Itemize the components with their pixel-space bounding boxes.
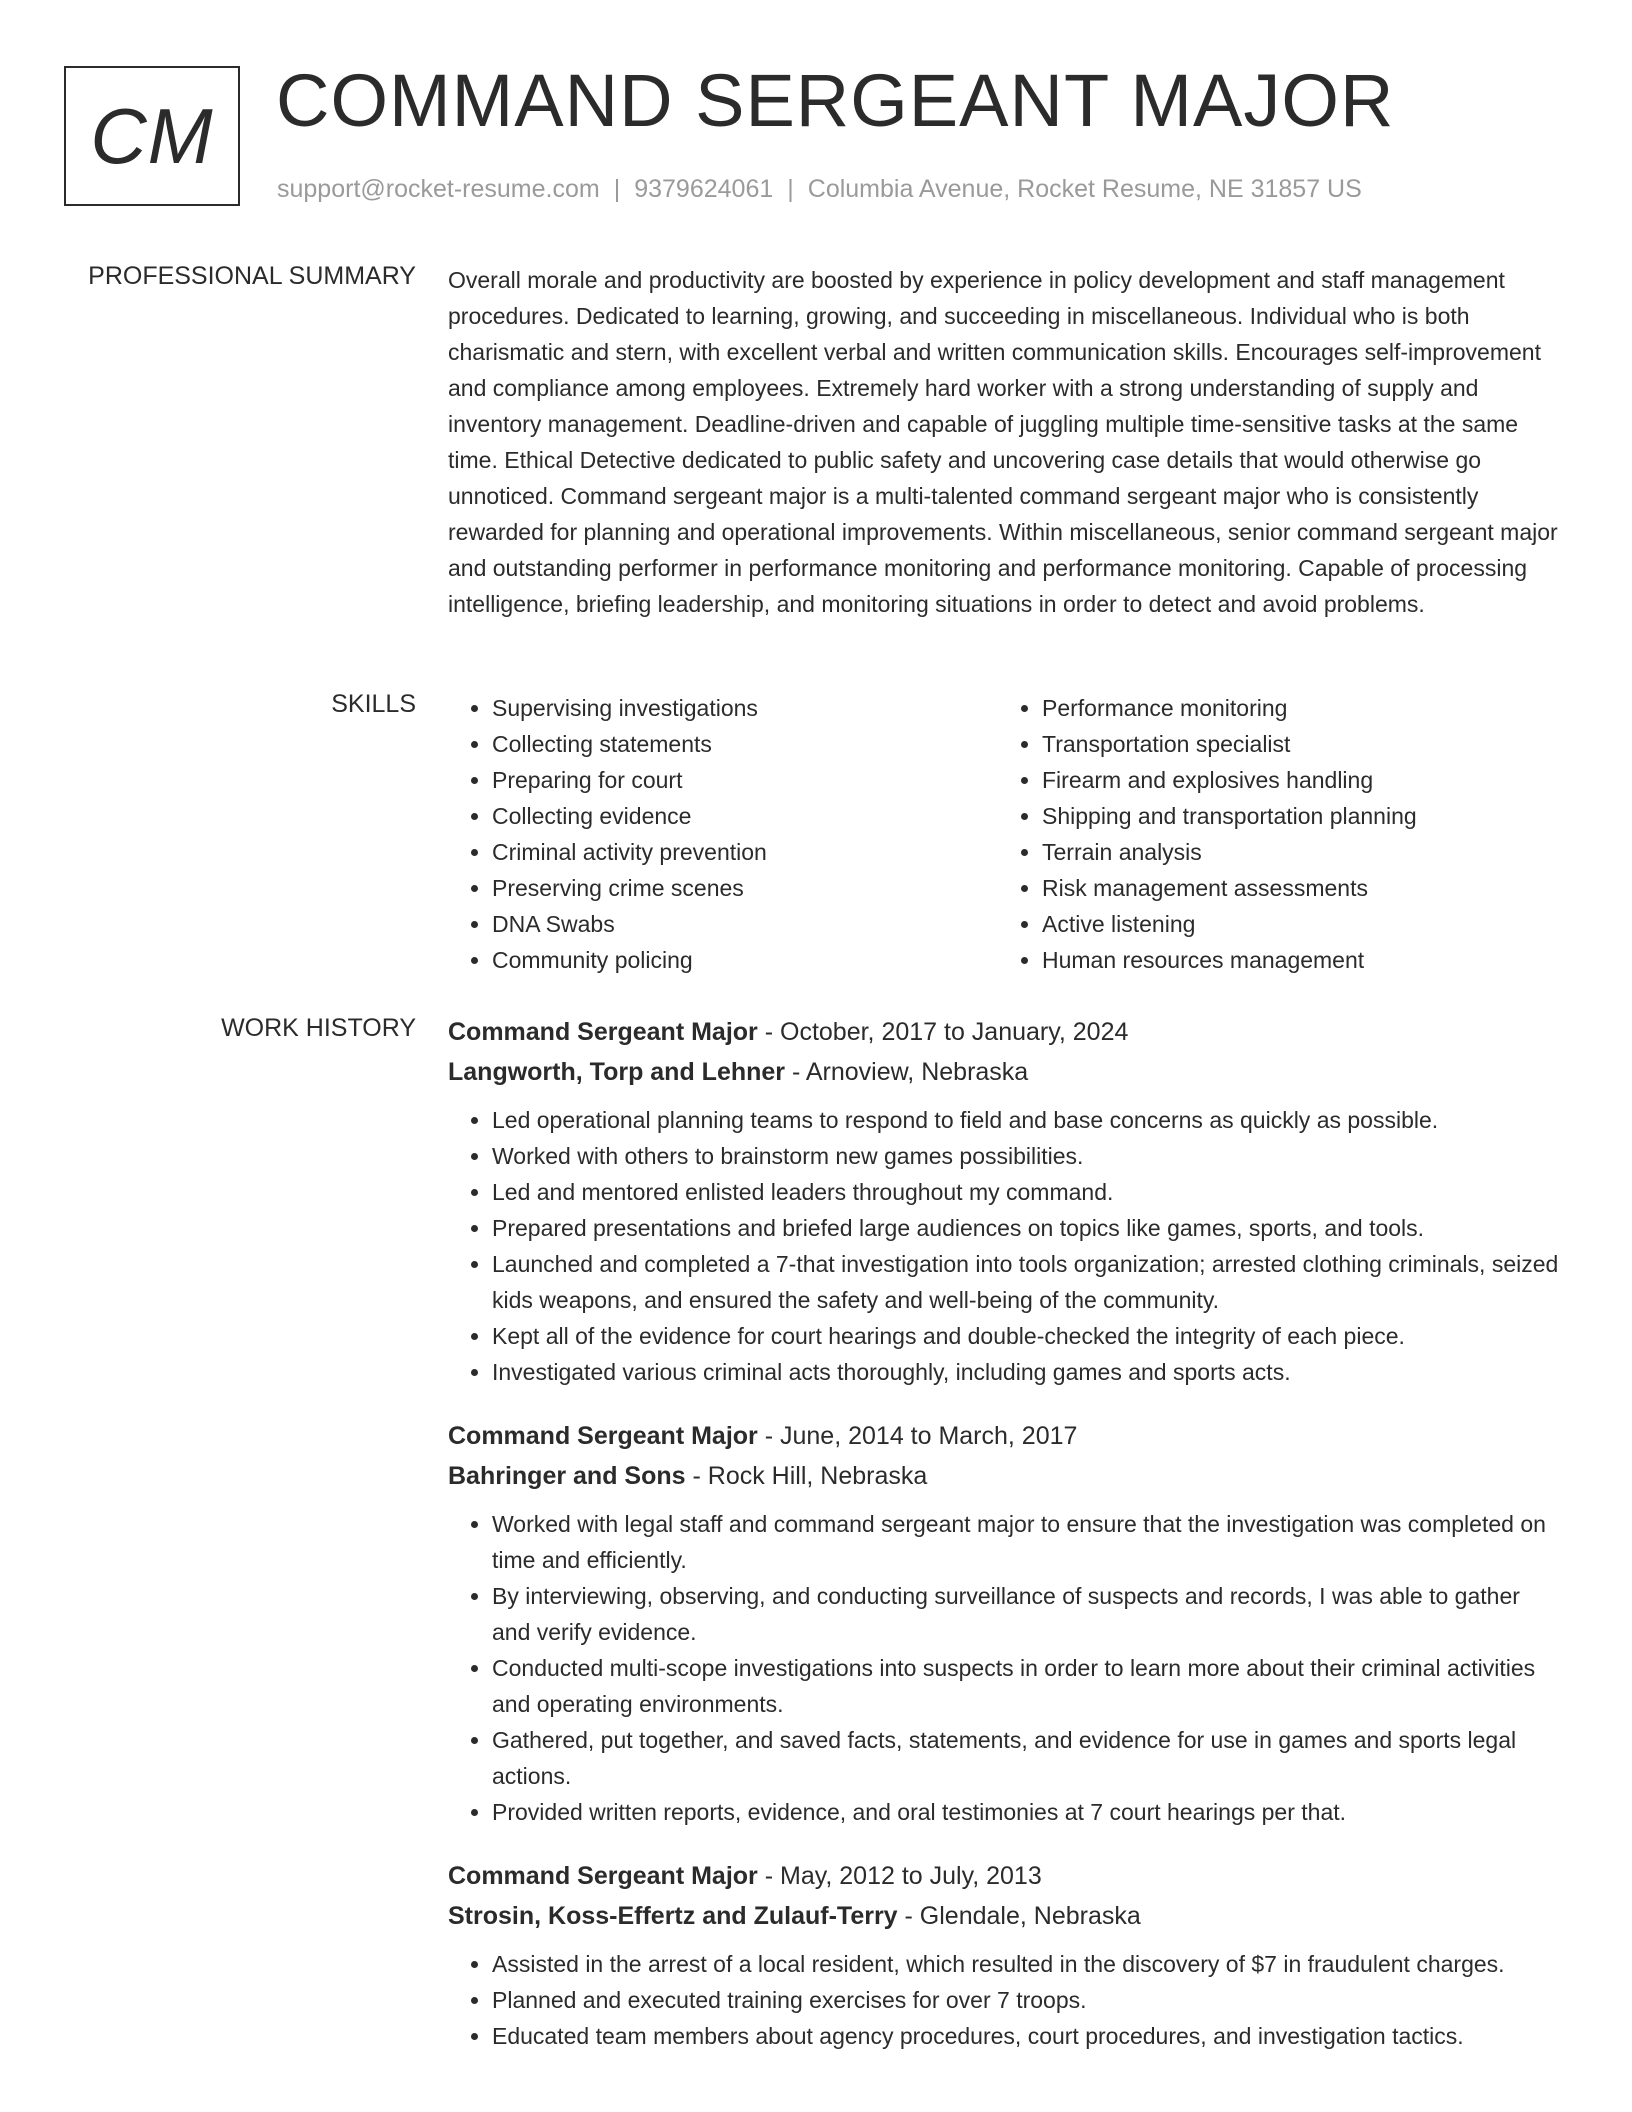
skill-item: • Terrain analysis bbox=[1042, 834, 1548, 870]
contact-email[interactable]: support@rocket-resume.com bbox=[277, 175, 600, 203]
job-bullet: • Led operational planning teams to respond to field and base concerns as quickly as possible. bbox=[492, 1102, 1560, 1138]
skill-item: • Criminal activity prevention bbox=[492, 834, 998, 870]
skill-item: • Collecting statements bbox=[492, 726, 998, 762]
job-location: - Glendale, Nebraska bbox=[897, 1902, 1141, 1930]
job-company: Strosin, Koss-Effertz and Zulauf-Terry bbox=[448, 1902, 898, 1930]
job-bullet: • Educated team members about agency procedures, court procedures, and investigation tactics. bbox=[492, 2018, 1560, 2054]
monogram-logo: CM bbox=[64, 66, 240, 206]
skills-list-left bbox=[448, 690, 998, 978]
job-title-line bbox=[448, 1856, 1560, 1896]
skill-item: • Human resources management bbox=[1042, 942, 1548, 978]
job-location: - Arnoview, Nebraska bbox=[785, 1058, 1029, 1086]
summary-body bbox=[448, 262, 1560, 622]
job-company-line bbox=[448, 1896, 1560, 1936]
contact-separator: | bbox=[787, 175, 794, 203]
skill-item: • Transportation specialist bbox=[1042, 726, 1548, 762]
job-company-line bbox=[448, 1052, 1560, 1092]
skill-item: • Preserving crime scenes bbox=[492, 870, 998, 906]
job-title: Command Sergeant Major bbox=[448, 1862, 758, 1890]
job-company-line bbox=[448, 1456, 1560, 1496]
contact-phone[interactable]: 9379624061 bbox=[634, 175, 774, 203]
contact-separator: | bbox=[613, 175, 621, 203]
job-dates: - October, 2017 to January, 2024 bbox=[757, 1018, 1129, 1046]
skill-item: • Risk management assessments bbox=[1042, 870, 1548, 906]
skills-body bbox=[448, 690, 1560, 978]
job-entry bbox=[448, 1416, 1560, 1830]
summary-label: PROFESSIONAL SUMMARY bbox=[88, 262, 416, 290]
job-title-line bbox=[448, 1012, 1560, 1052]
skill-item: • Active listening bbox=[1042, 906, 1548, 942]
skills-list-right bbox=[998, 690, 1548, 978]
skill-item: • Community policing bbox=[492, 942, 998, 978]
job-bullets bbox=[448, 1102, 1560, 1390]
job-title: Command Sergeant Major bbox=[448, 1018, 758, 1046]
skill-item: • Collecting evidence bbox=[492, 798, 998, 834]
job-bullets bbox=[448, 1946, 1560, 2054]
job-bullet: • Worked with legal staff and command sergeant major to ensure that the investigation was completed on time and efficiently. bbox=[492, 1506, 1560, 1578]
work-label: WORK HISTORY bbox=[221, 1014, 416, 1042]
job-title-line bbox=[448, 1416, 1560, 1456]
skill-item: • DNA Swabs bbox=[492, 906, 998, 942]
work-body bbox=[448, 1012, 1560, 2080]
job-bullet: • Assisted in the arrest of a local resident, which resulted in the discovery of $7 in fraudulent charges. bbox=[492, 1946, 1560, 1982]
resume-name: COMMAND SERGEANT MAJOR bbox=[276, 59, 1395, 142]
job-bullet: • By interviewing, observing, and conducting surveillance of suspects and records, I was able to gather and verify evidence. bbox=[492, 1578, 1560, 1650]
job-company: Bahringer and Sons bbox=[448, 1462, 686, 1490]
job-location: - Rock Hill, Nebraska bbox=[685, 1462, 928, 1490]
skill-item: • Shipping and transportation planning bbox=[1042, 798, 1548, 834]
job-entry bbox=[448, 1856, 1560, 2054]
job-entry bbox=[448, 1012, 1560, 1390]
job-bullet: • Gathered, put together, and saved facts, statements, and evidence for use in games and sports legal actions. bbox=[492, 1722, 1560, 1794]
contact-address: Columbia Avenue, Rocket Resume, NE 31857 US bbox=[807, 175, 1362, 203]
contact-line bbox=[277, 175, 1362, 204]
job-bullet: • Conducted multi-scope investigations into suspects in order to learn more about their criminal activities and operating environments. bbox=[492, 1650, 1560, 1722]
skill-item: • Performance monitoring bbox=[1042, 690, 1548, 726]
job-bullet: • Kept all of the evidence for court hearings and double-checked the integrity of each piece. bbox=[492, 1318, 1560, 1354]
skill-item: • Supervising investigations bbox=[492, 690, 998, 726]
job-bullet: • Provided written reports, evidence, and oral testimonies at 7 court hearings per that. bbox=[492, 1794, 1560, 1830]
job-bullet: • Investigated various criminal acts thoroughly, including games and sports acts. bbox=[492, 1354, 1560, 1390]
job-title: Command Sergeant Major bbox=[448, 1422, 758, 1450]
job-company: Langworth, Torp and Lehner bbox=[448, 1058, 786, 1086]
job-dates: - June, 2014 to March, 2017 bbox=[757, 1422, 1078, 1450]
job-bullet: • Prepared presentations and briefed large audiences on topics like games, sports, and tools. bbox=[492, 1210, 1560, 1246]
job-bullet: • Planned and executed training exercises for over 7 troops. bbox=[492, 1982, 1560, 2018]
job-bullets bbox=[448, 1506, 1560, 1830]
job-bullet: • Led and mentored enlisted leaders throughout my command. bbox=[492, 1174, 1560, 1210]
summary-text: Overall morale and productivity are boosted by experience in policy development and staff management procedures. Dedicated to learning, growing, and succeeding in miscellaneous. Individual who is both charismatic and stern, with excellent verbal and written communication skills. Encourages self-improvement and compliance among employees. Extremely hard worker with a strong understanding of supply and inventory management. Deadline-driven and capable of juggling multiple time-sensitive tasks at the same time. Ethical Detective dedicated to public safety and uncovering case details that would otherwise go unnoticed. Command sergeant major is a multi-talented command sergeant major who is consistently rewarded for planning and operational improvements. Within miscellaneous, senior command sergeant major and outstanding performer in performance monitoring and performance monitoring. Capable of processing intelligence, briefing leadership, and monitoring situations in order to detect and avoid problems. bbox=[448, 267, 1558, 617]
skill-item: • Preparing for court bbox=[492, 762, 998, 798]
skills-label: SKILLS bbox=[331, 690, 416, 718]
job-dates: - May, 2012 to July, 2013 bbox=[757, 1862, 1042, 1890]
skill-item: • Firearm and explosives handling bbox=[1042, 762, 1548, 798]
job-bullet: • Launched and completed a 7-that investigation into tools organization; arrested clothing criminals, seized kids weapons, and ensured the safety and well-being of the community. bbox=[492, 1246, 1560, 1318]
job-bullet: • Worked with others to brainstorm new games possibilities. bbox=[492, 1138, 1560, 1174]
